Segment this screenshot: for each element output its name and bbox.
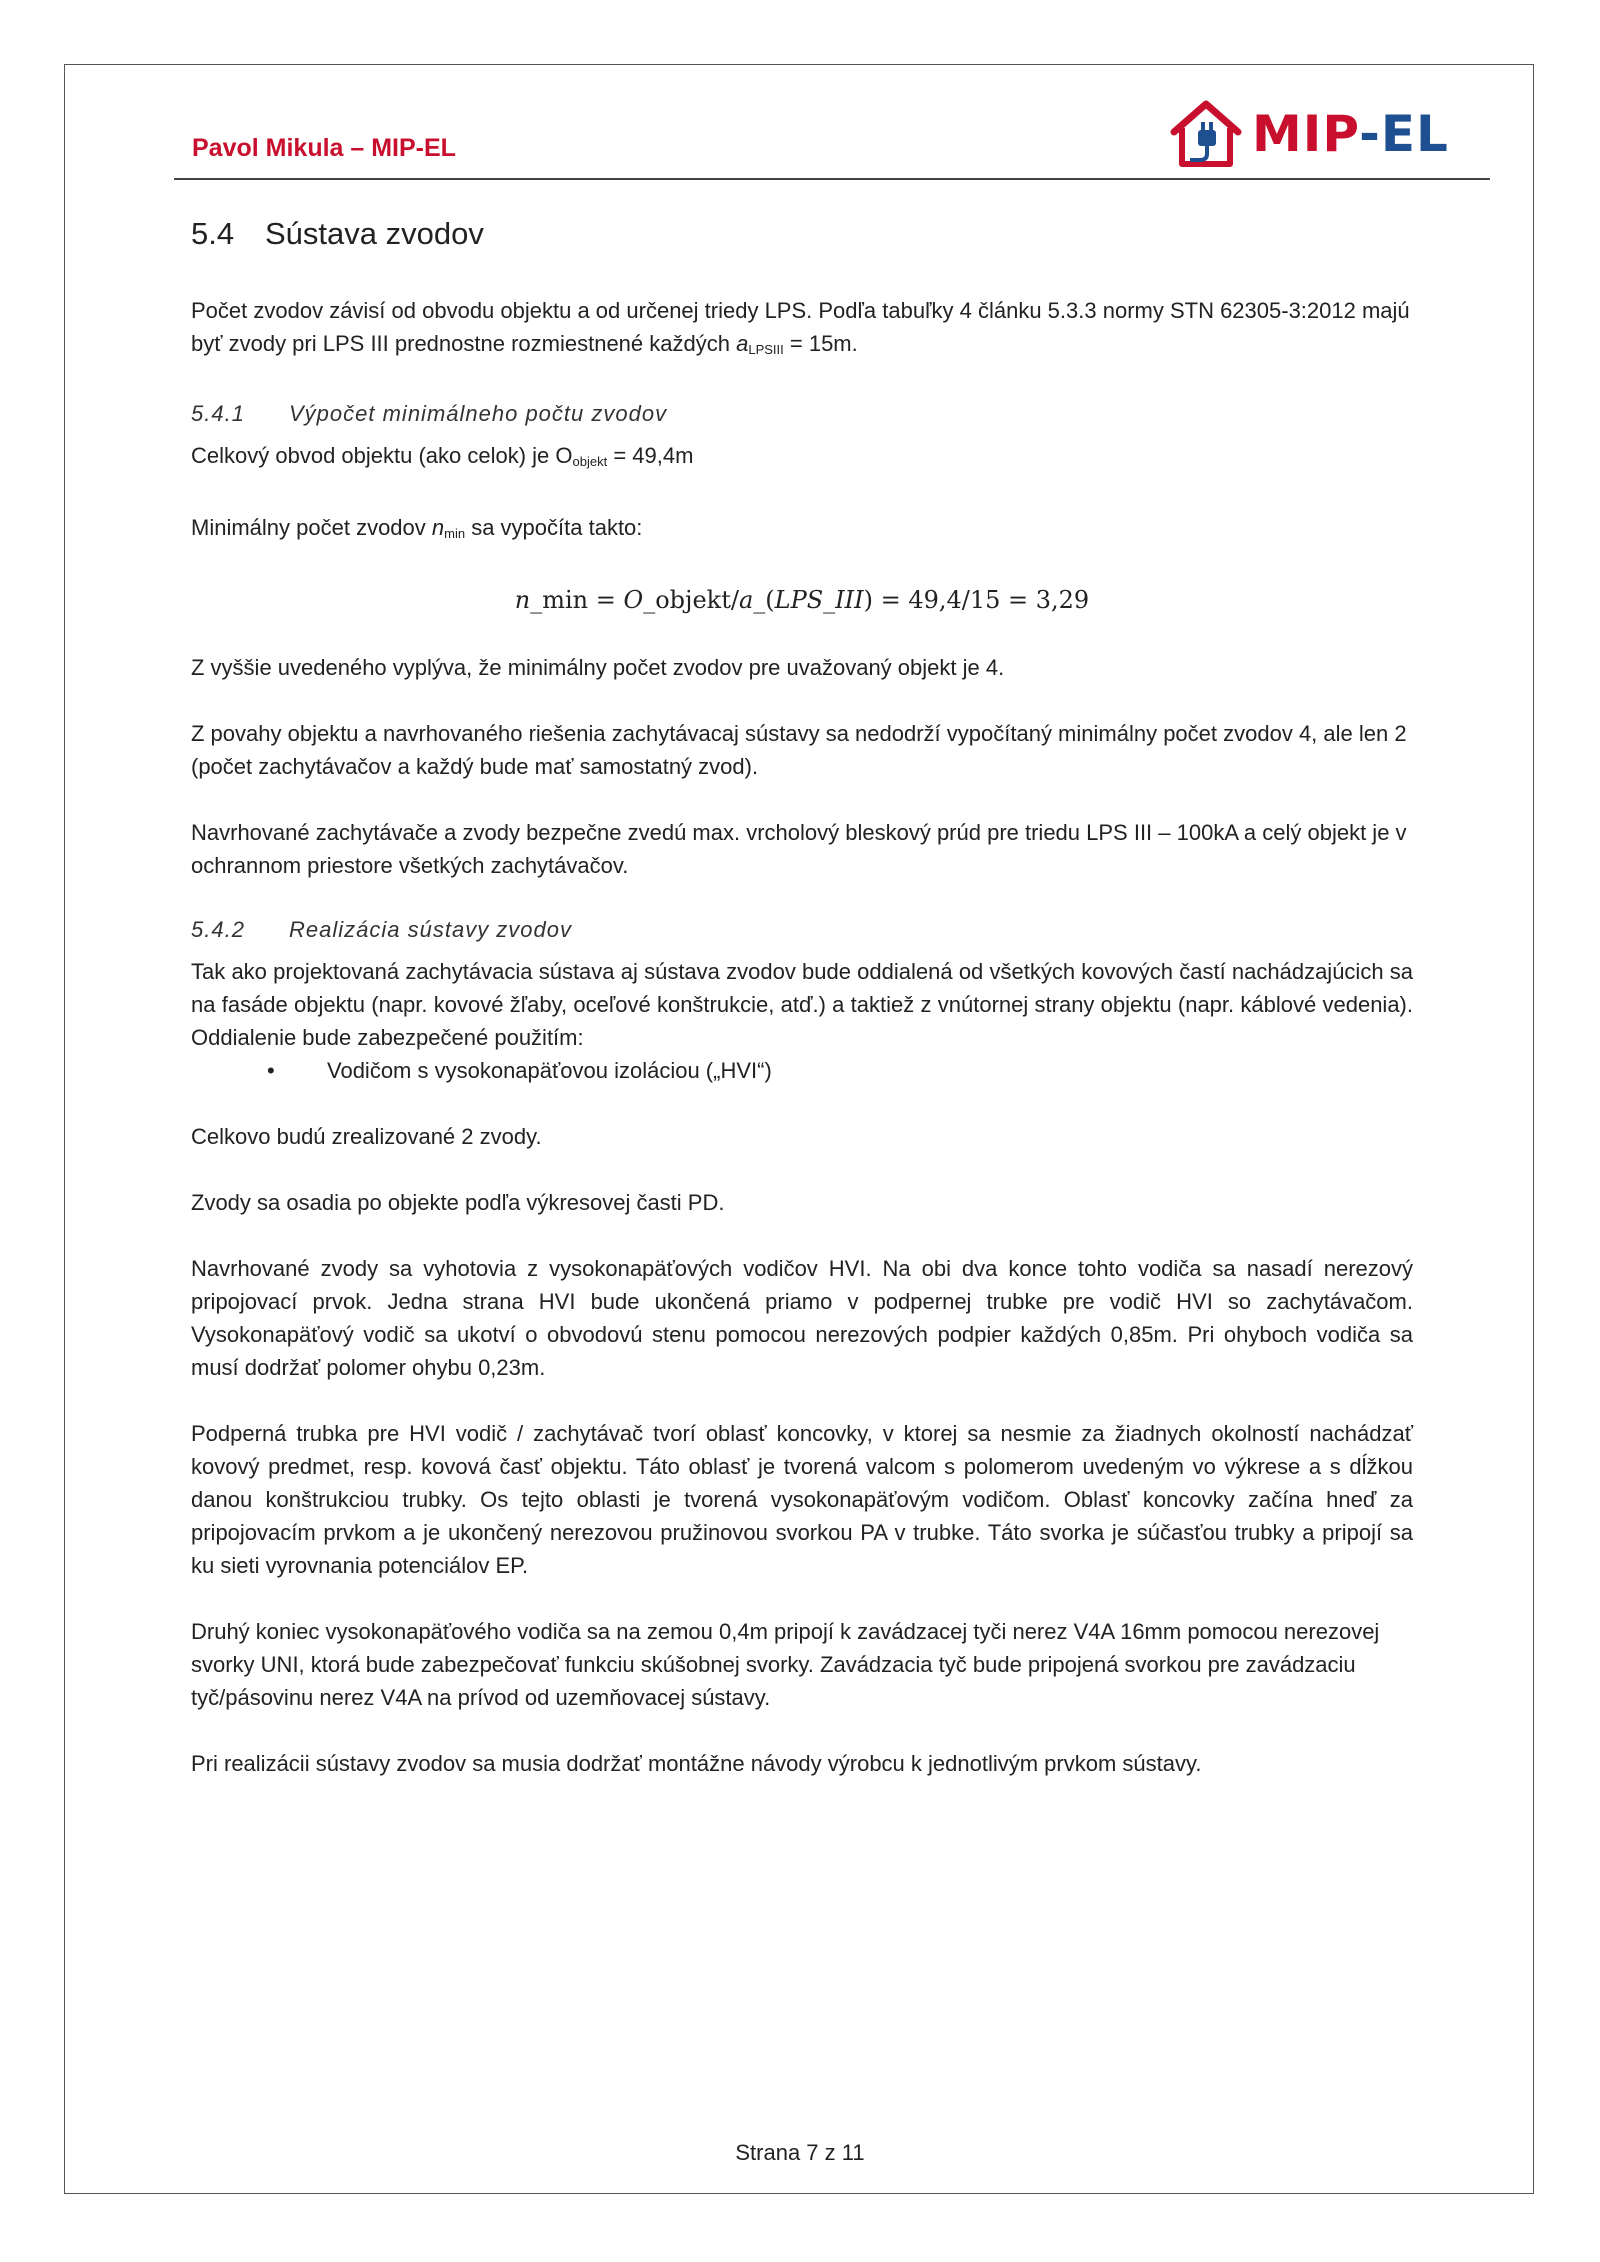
min-text: Minimálny počet zvodov [191,515,432,540]
subsection-number-2: 5.4.2 [191,917,245,942]
header-author: Pavol Mikula – MIP-EL [192,134,456,162]
list-item: • Vodičom s vysokonapäťovou izoláciou („HVI“) [191,1054,1413,1087]
paragraph: Z vyššie uvedeného vyplýva, že minimálny počet zvodov pre uvažovaný objekt je 4. [191,655,1005,680]
perimeter-subscript: objekt [572,454,608,469]
subsection-heading-2 [191,915,1413,945]
document-body [191,206,1413,1813]
intro-variable: a [736,331,749,356]
formula-part-g: LPS_III [774,586,864,614]
intro-subscript: LPSIII [748,342,784,357]
formula-part-e: a [738,586,754,614]
logo-text-el: -EL [1359,105,1449,163]
header-divider [174,178,1490,180]
formula-part-h: ) = 49,4/15 = 3,29 [863,586,1090,614]
formula-part-b: _min = [530,586,624,614]
paragraph: Tak ako projektovaná zachytávacia sústava aj sústava zvodov bude oddialená od všetkých kovových častí nachádzajúcich sa na fasáde objektu (napr. kovové žľaby, oceľové konštrukcie, atď.) a taktiež z vnútornej strany objektu (napr. káblové vedenia). Oddialenie bude zabezpečené použitím: [191,959,1413,1050]
house-plug-icon [1168,98,1244,170]
company-logo [1168,94,1478,174]
bullet-list [191,1054,1413,1087]
paragraph: Pri realizácii sústavy zvodov sa musia dodržať montážne návody výrobcu k jednotlivým prvkom sústavy. [191,1751,1202,1776]
paragraph: Druhý koniec vysokonapäťového vodiča sa na zemou 0,4m pripojí k zavádzacej tyči nerez V4A 16mm pomocou nerezovej svorky UNI, ktorá bude zabezpečovať funkciu skúšobnej svorky. Zavádzacia tyč bude pripojená svorkou pre zavádzaciu tyč/pásovinu nerez V4A na prívod od uzemňovacej sústavy. [191,1619,1380,1710]
formula-part-d: _objekt/ [643,586,739,614]
section-title: Sústava zvodov [265,216,484,251]
min-variable: n [431,515,445,540]
perimeter-value: = 49,4m [607,443,694,468]
section-number: 5.4 [191,216,235,251]
logo-text-mip: MIP [1252,105,1360,163]
min-text-end: sa vypočíta takto: [465,515,643,540]
formula-part-f: _( [753,586,775,614]
paragraph: Z povahy objektu a navrhovaného riešenia zachytávacaj sústavy sa nedodrží vypočítaný minimálny počet zvodov 4, ale len 2 (počet zachytávačov a každý bude mať samostatný zvod). [191,721,1407,779]
page-number: Strana 7 z 11 [735,2140,865,2165]
perimeter-text: Celkový obvod objektu (ako celok) je O [191,443,573,468]
subsection-number-1: 5.4.1 [191,401,245,426]
subsection-title-2: Realizácia sústavy zvodov [289,917,573,942]
section-heading [191,214,1413,254]
paragraph: Navrhované zvody sa vyhotovia z vysokonapäťových vodičov HVI. Na obi dva konce tohto vodiča sa nasadí nerezový pripojovací prvok. Jedna strana HVI bude ukončená priamo v podpernej trubke pre vodič HVI so zachytávačom. Vysokonapäťový vodič sa ukotví o obvodovú stenu pomocou nerezových podpier každých 0,85m. Pri ohyboch vodiča sa musí dodržať polomer ohybu 0,23m. [191,1256,1413,1380]
paragraph: Navrhované zachytávače a zvody bezpečne zvedú max. vrcholový bleskový prúd pre triedu LPS III – 100kA a celý objekt je v ochrannom priestore všetkých zachytávačov. [191,820,1407,878]
subsection-heading-1 [191,399,1413,429]
subsection-title-1: Výpočet minimálneho počtu zvodov [289,401,668,426]
section-intro [191,294,1413,366]
min-subscript: min [444,526,466,541]
perimeter-paragraph [191,439,1413,478]
min-count-formula [191,583,1413,617]
intro-text: Počet zvodov závisí od obvodu objektu a od určenej triedy LPS. Podľa tabuľky 4 článku 5.3.3 normy STN 62305-3:2012 majú byť zvody pri LPS III prednostne rozmiestnené každých [191,298,1410,356]
paragraph: Celkovo budú zrealizované 2 zvody. [191,1124,542,1149]
formula-part-a: n [514,586,531,614]
paragraph: Podperná trubka pre HVI vodič / zachytávač tvorí oblasť koncovky, v ktorej sa nesmie za žiadnych okolností nachádzať kovový predmet, resp. kovová časť objektu. Táto oblasť je tvorená valcom s polomerom uvedeným vo výkrese a s dĺžkou danou konštrukciou trubky. Os tejto oblasti je tvorená vysokonapäťovým vodičom. Oblasť koncovky začína hneď za pripojovacím prvkom a je ukončený nerezovou pružinovou svorkou PA v trubke. Táto svorka je súčasťou trubky a pripojí sa ku sieti vyrovnania potenciálov EP. [191,1421,1413,1578]
intro-end: = 15m. [783,331,858,356]
formula-part-c: O [623,586,644,614]
logo-wordmark [1252,105,1449,163]
paragraph: Zvody sa osadia po objekte podľa výkresovej časti PD. [191,1190,725,1215]
min-count-paragraph [191,511,1413,550]
